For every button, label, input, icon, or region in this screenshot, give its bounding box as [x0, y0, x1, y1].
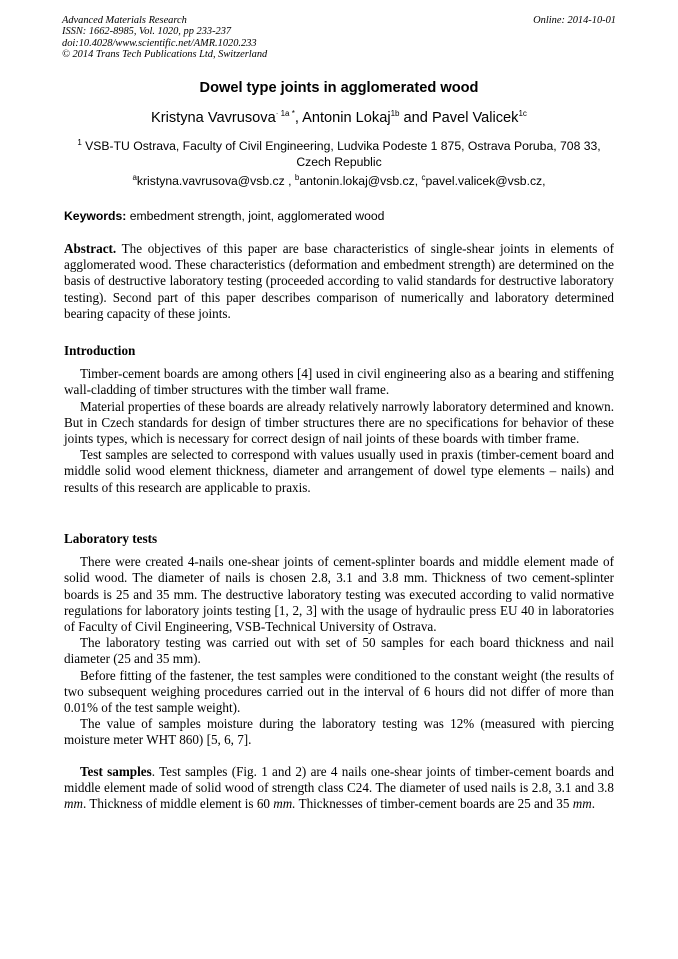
author-affiliation-mark: 1b [390, 109, 400, 119]
author-emails [0, 174, 678, 188]
unit: mm. [273, 796, 296, 812]
paragraph: Test samples are selected to correspond with values usually used in praxis (timber-cement board and middle solid wood element thickness, diameter and arrangement of dowel type elements – nails) and results of this research are applicable to praxis. [64, 447, 614, 495]
section-heading: Introduction [64, 343, 136, 358]
abstract-label: Abstract. [64, 241, 117, 256]
email-link[interactable]: kristyna.vavrusova@vsb.cz , [136, 174, 295, 188]
paragraph: There were created 4-nails one-shear joints of cement-splinter boards and middle element made of solid wood. The diameter of nails is chosen 2.8, 3.1 and 3.8 mm. Thickness of two cement-splinter boards is 25 and 35 mm. The destructive laboratory testing was executed according to valid normative regulations for laboratory joints testing [1, 2, 3] with the usage of hydraulic press EU 40 in laboratories of Faculty of Civil Engineering, VSB-Technical University of Ostrava. [64, 554, 614, 635]
journal-copyright: © 2014 Trans Tech Publications Ltd, Switzerland [62, 49, 268, 61]
paragraph: Before fitting of the fastener, the test samples were conditioned to the constant weight (the results of two subsequent weighing procedures carried out in the interval of 6 hours did not differ of more than 0.01% of the test sample weight). [64, 667, 614, 716]
keywords-text: embedment strength, joint, agglomerated wood [126, 209, 385, 223]
email-mark: c [421, 172, 426, 182]
paragraph: The laboratory testing was carried out with set of 50 samples for each board thickness and nail diameter (25 and 35 mm). [64, 635, 614, 667]
journal-doi: doi:10.4028/www.scientific.net/AMR.1020.233 [62, 37, 257, 49]
affiliation-text: VSB-TU Ostrava, Faculty of Civil Engineering, Ludvika Podeste 1 875, Ostrava Poruba, 708 33, Czech Republic [81, 139, 601, 169]
author-list [0, 110, 678, 126]
affiliation [70, 138, 608, 170]
author-name: Kristyna Vavrusova [151, 110, 276, 126]
keywords [64, 209, 614, 223]
author-affiliation-mark: · 1a * [275, 109, 295, 119]
email-link[interactable]: antonin.lokaj@vsb.cz, [299, 174, 422, 188]
email-mark: a [132, 172, 137, 182]
introduction-section [64, 343, 614, 496]
online-date: Online: 2014-10-01 [533, 15, 616, 26]
unit: mm [572, 796, 592, 812]
paragraph-text: . Thickness of middle element is 60 [82, 796, 274, 812]
journal-header [62, 15, 616, 61]
author-affiliation-mark: 1c [518, 109, 527, 119]
author-name: Antonin Lokaj [302, 110, 391, 126]
laboratory-section [64, 531, 614, 749]
test-samples-section [64, 764, 614, 813]
paragraph-text: Thicknesses of timber-cement boards are 25 and 35 [295, 796, 573, 812]
run-in-heading: Test samples [80, 764, 152, 779]
unit: mm [64, 796, 83, 812]
paragraph-text: . Test samples (Fig. 1 and 2) are 4 nails one-shear joints of timber-cement boards and middle element made of solid wood of strength class C24. The diameter of used nails is 2.8, 3.1 and 3.8 [64, 764, 614, 796]
paragraph: Material properties of these boards are already relatively narrowly laboratory determined and known. But in Czech standards for design of timber structures there are no specifications for behavior of these joints types, which is necessary for correct design of nail joints of these boards with timber frame. [64, 398, 614, 447]
section-heading: Laboratory tests [64, 531, 158, 546]
journal-name: Advanced Materials Research [62, 15, 187, 26]
paragraph: Timber-cement boards are among others [4] used in civil engineering also as a bearing and stiffening wall-cladding of timber structures with the timber wall frame. [64, 366, 614, 398]
affiliation-mark: 1 [77, 137, 82, 147]
author-separator: , [294, 110, 303, 126]
journal-issn: ISSN: 1662-8985, Vol. 1020, pp 233-237 [62, 26, 232, 38]
abstract [64, 241, 614, 322]
author-name: Pavel Valicek [431, 110, 519, 126]
author-separator: and [399, 110, 432, 126]
paragraph-text: . [591, 796, 595, 812]
paragraph [64, 764, 614, 813]
paper-title: Dowel type joints in agglomerated wood [199, 80, 479, 96]
paragraph: The value of samples moisture during the laboratory testing was 12% (measured with piercing moisture meter WHT 860) [5, 6, 7]. [64, 716, 614, 748]
keywords-label: Keywords: [64, 209, 127, 223]
email-mark: b [294, 172, 300, 182]
email-link[interactable]: pavel.valicek@vsb.cz, [425, 174, 546, 188]
abstract-text: The objectives of this paper are base characteristics of single-shear joints in elements of agglomerated wood. These characteristics (deformation and embedment strength) are determined on the basis of destructive laboratory testing (proceeded according to valid standards for destructive laboratory testing). Second part of this paper describes comparison of numerically and laboratory determined bearing capacity of these joints. [64, 241, 614, 321]
